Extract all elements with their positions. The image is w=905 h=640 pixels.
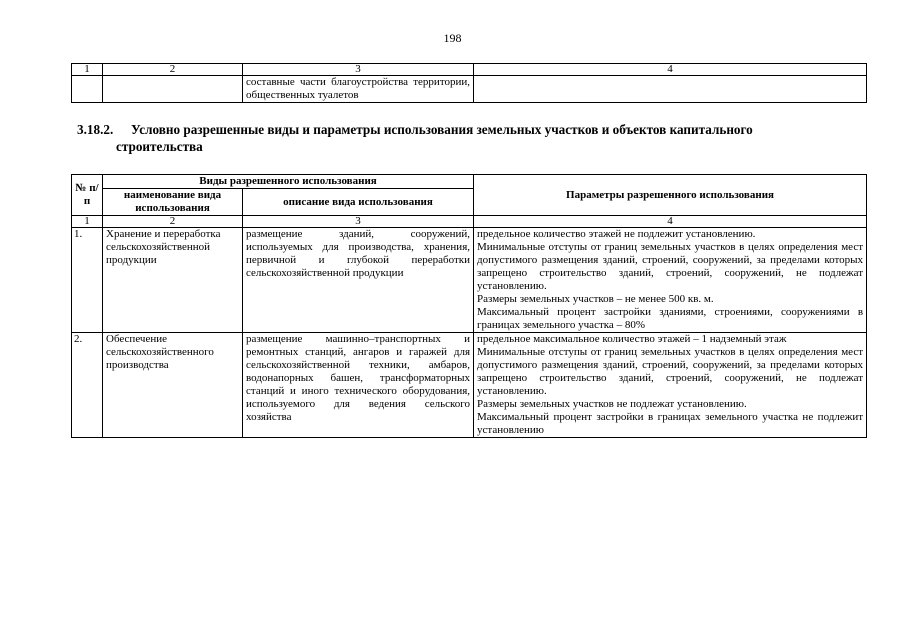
col-number-4: 4 bbox=[474, 64, 867, 76]
row-num: 2. bbox=[72, 333, 103, 438]
param-line: Минимальные отступы от границ земельных участков в целях определения мест допустимого размещения зданий, строений, сооружений, за пределами которых запрещено строительство зданий, строений, сооружений, не подлежат установлению. bbox=[477, 241, 864, 292]
section-title-line1: Условно разрешенные виды и параметры использования земельных участков и объектов капитального bbox=[131, 122, 753, 137]
header-parameters: Параметры разрешенного использования bbox=[474, 175, 867, 216]
header-num: № п/п bbox=[72, 175, 103, 216]
column-number-row bbox=[72, 64, 867, 76]
col-number-3: 3 bbox=[243, 216, 474, 228]
col-number-2: 2 bbox=[103, 216, 243, 228]
header-name: наименование вида использования bbox=[103, 189, 243, 216]
cell-params bbox=[474, 76, 867, 103]
row-name: Хранение и переработка сельскохозяйственной продукции bbox=[103, 228, 243, 333]
col-number-3: 3 bbox=[243, 64, 474, 76]
col-number-4: 4 bbox=[474, 216, 867, 228]
continued-table bbox=[71, 63, 867, 103]
row-name: Обеспечение сельскохозяйственного производства bbox=[103, 333, 243, 438]
param-line: Минимальные отступы от границ земельных участков в целях определения мест допустимого размещения зданий, строений, сооружений, за пределами которых запрещено строительство зданий, строений, сооружений, не подлежат установлению. bbox=[477, 346, 864, 397]
land-use-table bbox=[71, 174, 867, 438]
param-line: предельное количество этажей не подлежит установлению. bbox=[477, 228, 756, 240]
column-number-row bbox=[72, 216, 867, 228]
param-line: Максимальный процент застройки зданиями, строениями, сооружениями в границах земельного участка – 80% bbox=[477, 306, 864, 331]
param-line: Размеры земельных участков – не менее 500 кв. м. bbox=[477, 293, 714, 305]
table-row bbox=[72, 333, 867, 438]
row-params bbox=[474, 228, 867, 333]
row-description: размещение машинно–транспортных и ремонтных станций, ангаров и гаражей для сельскохозяйственной техники, амбаров, водонапорных башен, трансформаторных станций и иного технического оборудования, используемого для ведения сельского хозяйства bbox=[243, 333, 474, 438]
row-num: 1. bbox=[72, 228, 103, 333]
section-number: 3.18.2. bbox=[77, 122, 114, 137]
col-number-1: 1 bbox=[72, 64, 103, 76]
table-row bbox=[72, 228, 867, 333]
page-number: 198 bbox=[443, 31, 462, 45]
cell-name bbox=[103, 76, 243, 103]
header-description: описание вида использования bbox=[243, 189, 474, 216]
row-description: размещение зданий, сооружений, используемых для производства, хранения, первичной и глубокой переработки сельскохозяйственной продукции bbox=[243, 228, 474, 333]
col-number-1: 1 bbox=[72, 216, 103, 228]
param-line: Максимальный процент застройки в границах земельного участка не подлежит установлению bbox=[477, 411, 864, 436]
table-row bbox=[72, 76, 867, 103]
section-heading bbox=[77, 121, 867, 155]
row-params bbox=[474, 333, 867, 438]
param-line: Размеры земельных участков не подлежат установлению. bbox=[477, 398, 747, 410]
section-title-line2: строительства bbox=[116, 139, 203, 154]
col-number-2: 2 bbox=[103, 64, 243, 76]
cell-num bbox=[72, 76, 103, 103]
cell-description: составные части благоустройства территории, общественных туалетов bbox=[243, 76, 474, 103]
param-line: предельное максимальное количество этажей – 1 надземный этаж bbox=[477, 333, 787, 345]
header-group: Виды разрешенного использования bbox=[103, 175, 474, 189]
